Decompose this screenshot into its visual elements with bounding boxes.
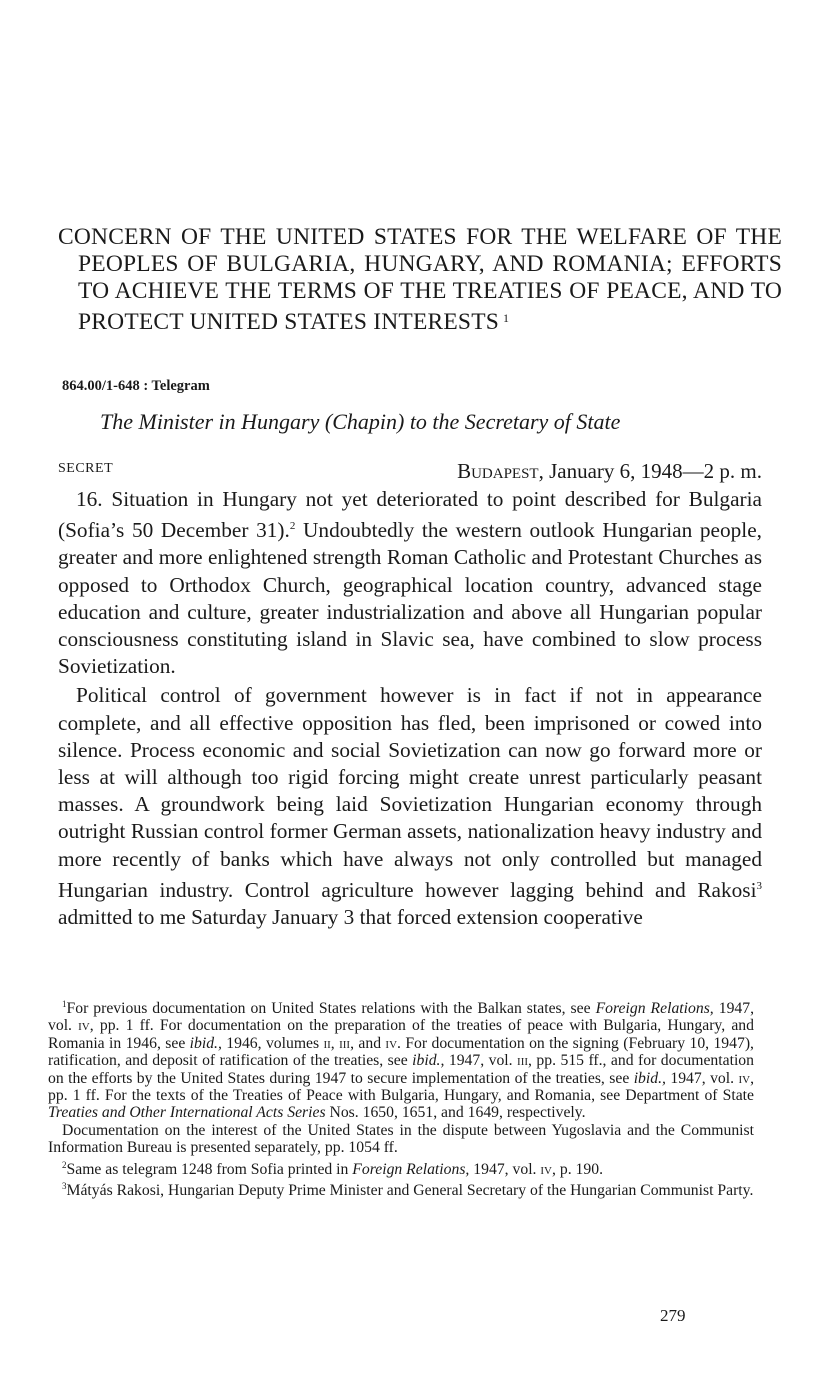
dateline	[58, 459, 762, 485]
volume-number: iv	[78, 1017, 90, 1035]
footnote-number: 3	[62, 1181, 67, 1192]
citation-title: ibid.,	[633, 1069, 666, 1087]
chapter-heading	[58, 224, 782, 336]
volume-number: iv	[540, 1160, 552, 1178]
body-paragraph	[58, 486, 762, 680]
date-time: , January 6, 1948—2 p. m.	[538, 459, 762, 483]
citation-title: ibid.,	[412, 1052, 445, 1070]
footnote-3	[48, 1178, 754, 1199]
volume-number: iii	[517, 1052, 529, 1070]
footnote-text: Mátyás Rakosi, Hungarian Deputy Prime Minister and General Secretary of the Hungarian Communist Party.	[66, 1182, 754, 1200]
heading-text: CONCERN OF THE UNITED STATES FOR THE WELFARE OF THE PEOPLES OF BULGARIA, HUNGARY, AND ROMANIA; EFFORTS TO ACHIEVE THE TERMS OF THE TREATIES OF PEACE, AND TO PROTECT UNITED STATES INTERESTS	[58, 224, 782, 335]
footnotes	[48, 996, 754, 1199]
citation-title: Treaties and Other International Acts Series	[48, 1104, 326, 1122]
footnote-text: and	[354, 1034, 386, 1052]
footnote-1-continued: Documentation on the interest of the United States in the dispute between Yugoslavia and the Communist Information Bureau is presented separately, pp. 1054 ff.	[48, 1121, 754, 1157]
body-paragraph	[58, 682, 762, 931]
footnote-marker-2: 2	[289, 520, 296, 533]
volume-number: ii, iii,	[323, 1034, 355, 1052]
footnote-text: Same as telegram 1248 from Sofia printed in	[66, 1160, 353, 1178]
citation-title: Foreign Relations,	[595, 1000, 714, 1017]
telegram-body	[58, 486, 762, 933]
footnote-1	[48, 996, 754, 1122]
footnote-text: , pp. 1 ff. For documentation on the preparation of the treaties of peace with Bulgaria, Hungary, and Romania in 1946, see	[48, 1017, 754, 1052]
footnote-text: . For documentation on the signing (February 10, 1947), ratification, and deposit of ratification of the treaties, see	[48, 1034, 754, 1070]
footnote-marker-1: 1	[503, 311, 510, 325]
citation-title: Foreign Relations,	[352, 1160, 470, 1178]
footnote-text: , pp. 515 ff., and for documentation on the efforts by the United States during 1947 to secure implementation of the treaties, see	[48, 1052, 754, 1087]
place-name: Budapest	[457, 459, 539, 483]
body-text: admitted to me Saturday January 3 that forced extension cooperative	[58, 905, 643, 930]
footnote-text: Nos. 1650, 1651, and 1649, respectively.	[325, 1104, 586, 1122]
body-text: Undoubtedly the western outlook Hungarian people, greater and more enlightened strength Roman Catholic and Protestant Churches as opposed to Orthodox Church, geographical location country, advanced stage education and culture, greater industrialization and above all Hungarian popular consciousness constituting island in Slavic sea, have combined to slow process Sovietization.	[58, 518, 762, 679]
volume-number: iv	[385, 1034, 398, 1052]
file-reference: 864.00/1-648 : Telegram	[62, 378, 210, 394]
footnote-text: 1947, vol.	[444, 1052, 518, 1070]
volume-number: iv	[738, 1069, 751, 1087]
footnote-text: , p. 190.	[552, 1160, 603, 1178]
document-title: The Minister in Hungary (Chapin) to the Secretary of State	[100, 409, 621, 434]
citation-title: ibid.,	[189, 1034, 222, 1052]
page-number: 279	[660, 1306, 686, 1325]
footnote-text: 1947, vol.	[665, 1069, 739, 1087]
footnote-text: , pp. 1 ff. For the texts of the Treaties of Peace with Bulgaria, Hungary, and Romania, see Department of State	[48, 1069, 754, 1105]
footnote-text: 1947, vol.	[469, 1160, 541, 1178]
footnote-text: For previous documentation on United States relations with the Balkan states, see	[66, 1000, 596, 1017]
footnote-text: 1946, volumes	[221, 1034, 324, 1052]
footnote-number: 1	[62, 999, 67, 1009]
body-text: Political control of government however is in fact if not in appearance complete, and all effective opposition has fled, been imprisoned or cowed into silence. Process economic and social Sovietization can now go forward more or less at will although too rigid forcing might create unrest particularly peasant masses. A groundwork being laid Sovietization Hungarian economy through outright Russian control former German assets, nationalization heavy industry and more recently of banks which have always not only controlled but managed Hungarian industry. Control agriculture however lagging behind and Rakosi	[58, 683, 762, 902]
footnote-number: 2	[62, 1159, 67, 1170]
footnote-marker-3: 3	[756, 879, 762, 892]
place-and-date	[457, 459, 762, 484]
footnote-text: 1947, vol.	[48, 1000, 755, 1035]
body-text: 16. Situation in Hungary not yet deteriorated to point described for Bulgaria (Sofia’s 50 December 31).	[58, 487, 762, 543]
footnote-2	[48, 1157, 754, 1178]
classification-label: SECRET	[58, 461, 114, 476]
